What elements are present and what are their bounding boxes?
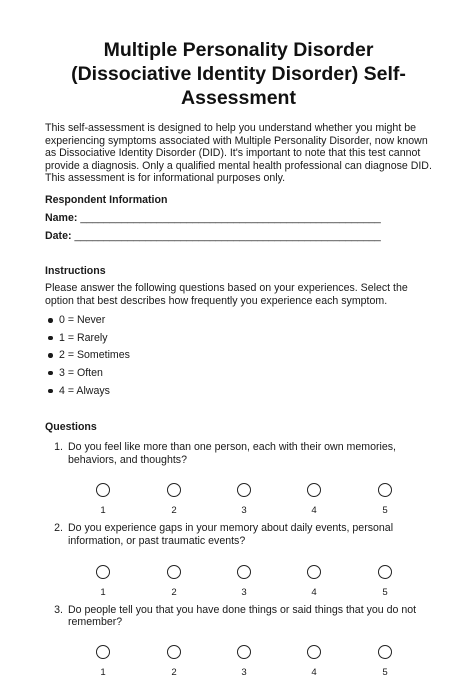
radio-option-1[interactable]	[96, 565, 110, 579]
list-item: 1 = Rarely	[45, 332, 432, 350]
name-field[interactable]	[45, 212, 432, 225]
frequency-scale-list	[45, 314, 432, 402]
radio-option-2[interactable]	[167, 565, 181, 579]
option-label: 1	[100, 586, 106, 598]
question-number: 1.	[54, 441, 63, 454]
option-label: 5	[382, 586, 388, 598]
question-3	[45, 604, 432, 629]
option-label: 1	[100, 666, 106, 678]
option-label: 4	[311, 505, 317, 517]
option-label: 2	[171, 666, 177, 678]
questions-heading: Questions	[45, 421, 97, 434]
question-text: Do you feel like more than one person, each with their own memories, behaviors, and thoughts?	[68, 441, 396, 466]
option-label: 3	[241, 666, 247, 678]
option-label: 4	[311, 666, 317, 678]
radio-option-4[interactable]	[307, 483, 321, 497]
option-label: 4	[311, 586, 317, 598]
radio-option-2[interactable]	[167, 483, 181, 497]
instructions-text: Please answer the following questions based on your experiences. Select the option that best describes how frequently you experience each symptom.	[45, 281, 408, 307]
radio-option-1[interactable]	[96, 645, 110, 659]
date-line[interactable]: ____________________________________________________	[74, 229, 381, 242]
option-label: 2	[171, 586, 177, 598]
option-label: 3	[241, 505, 247, 517]
date-label: Date:	[45, 229, 72, 242]
answer-scale-1	[45, 483, 432, 517]
option-label: 3	[241, 586, 247, 598]
name-label: Name:	[45, 211, 78, 224]
radio-option-3[interactable]	[237, 483, 251, 497]
assessment-page	[0, 38, 474, 694]
radio-option-4[interactable]	[307, 645, 321, 659]
list-item: 0 = Never	[45, 314, 432, 332]
option-label: 5	[382, 505, 388, 517]
answer-scale-3	[45, 645, 432, 679]
question-1	[45, 441, 432, 466]
radio-option-1[interactable]	[96, 483, 110, 497]
page-title: Multiple Personality Disorder (Dissociative Identity Disorder) Self-Assessment	[71, 39, 406, 109]
list-item: 2 = Sometimes	[45, 349, 432, 367]
radio-option-4[interactable]	[307, 565, 321, 579]
name-line[interactable]: ___________________________________________________	[80, 211, 381, 224]
list-item: 3 = Often	[45, 367, 432, 385]
question-text: Do you experience gaps in your memory about daily events, personal information, or past traumatic events?	[68, 522, 394, 547]
radio-option-5[interactable]	[378, 483, 392, 497]
date-field[interactable]	[45, 230, 432, 243]
radio-option-5[interactable]	[378, 565, 392, 579]
intro-paragraph: This self-assessment is designed to help you understand whether you might be experiencing symptoms associated with Multiple Personality Disorder, now known as Dissociative Identity Disorder (DID). It's important to note that this test cannot provide a diagnosis. Only a qualified mental health professional can diagnose DID. This assessment is for informational purposes only.	[45, 122, 432, 185]
option-label: 5	[382, 666, 388, 678]
instructions-heading: Instructions	[45, 264, 106, 277]
radio-option-3[interactable]	[237, 645, 251, 659]
list-item: 4 = Always	[45, 385, 432, 403]
question-2	[45, 522, 432, 547]
radio-option-5[interactable]	[378, 645, 392, 659]
answer-scale-2	[45, 565, 432, 599]
respondent-heading: Respondent Information	[45, 193, 168, 206]
question-number: 2.	[54, 522, 63, 535]
radio-option-3[interactable]	[237, 565, 251, 579]
radio-option-2[interactable]	[167, 645, 181, 659]
option-label: 1	[100, 505, 106, 517]
question-number: 3.	[54, 603, 63, 616]
question-text: Do people tell you that you have done things or said things that you do not remember?	[68, 603, 417, 629]
option-label: 2	[171, 505, 177, 517]
